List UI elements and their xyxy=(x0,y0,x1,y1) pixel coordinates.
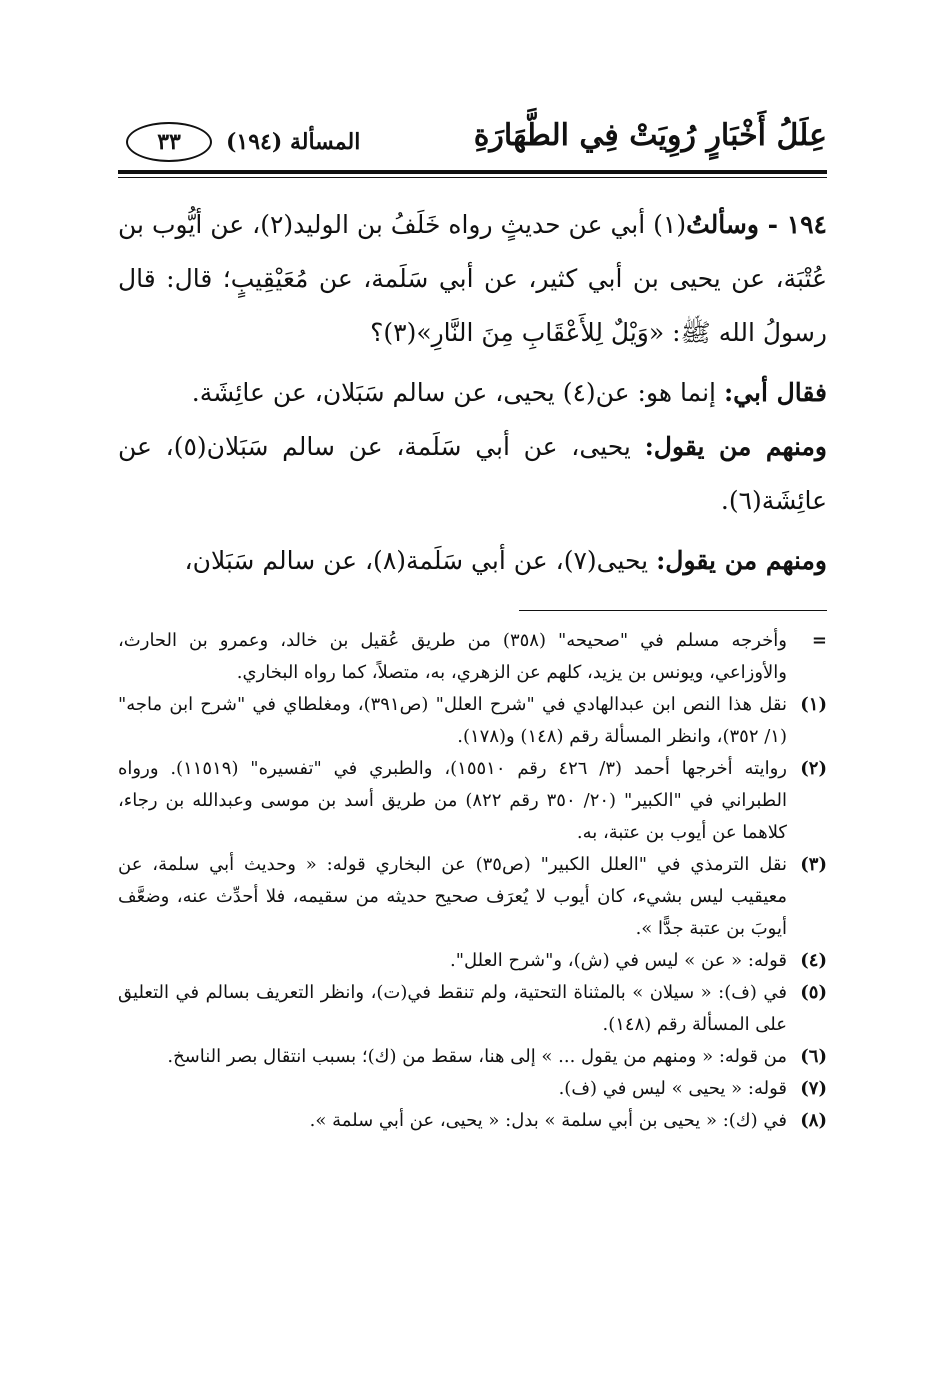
footnote-number: (١) xyxy=(800,694,827,715)
footnote-8 xyxy=(118,1105,827,1137)
paragraph-body: يحيى، عن أبي سَلَمة، عن سالم سَبَلان(٥)، عن عائِشَة(٦). xyxy=(118,432,827,515)
footnote-continued xyxy=(118,625,827,689)
main-text xyxy=(118,198,827,588)
paragraph-body: (١) أبي عن حديثٍ رواه خَلَفُ بن الوليد(٢)، عن أيُّوب بن عُتْبَة، عن يحيى بن أبي كثير، عن أبي سَلَمة، عن مُعَيْقِيبٍ؛ قال: قال رسولُ الله ﷺ: «وَيْلٌ لِلأَعْقَابِ مِنَ النَّارِ»(٣)؟ xyxy=(118,210,827,347)
paragraph-variant-2 xyxy=(118,534,827,588)
footnote-text: من قوله: « ومنهم من يقول ... » إلى هنا، سقط من (ك)؛ بسبب انتقال بصر الناسخ. xyxy=(167,1046,787,1067)
footnote-3 xyxy=(118,849,827,945)
footnote-text: نقل هذا النص ابن عبدالهادي في "شرح العلل" (ص٣٩١)، ومغلطاي في "شرح ابن ماجه" (١/ ٣٥٢)، وانظر المسألة رقم (١٤٨) و(١٧٨). xyxy=(118,694,787,747)
footnote-text: في (ك): « يحيى بن أبي سلمة » بدل: « يحيى، عن أبي سلمة ». xyxy=(309,1110,787,1131)
footnote-1 xyxy=(118,689,827,753)
footnote-separator xyxy=(519,610,827,611)
paragraph-lead: ١٩٤ - وسألتُ xyxy=(686,210,827,239)
footnote-number: (٨) xyxy=(800,1110,827,1131)
footnote-4 xyxy=(118,945,827,977)
footnote-separator-wrap xyxy=(118,610,827,611)
header-rule-thin xyxy=(118,177,827,178)
footnote-number: = xyxy=(811,630,827,651)
page-header xyxy=(118,112,827,170)
footnote-2 xyxy=(118,753,827,849)
paragraph-body: يحيى(٧)، عن أبي سَلَمة(٨)، عن سالم سَبَلان، xyxy=(184,546,649,575)
header-rule-thick xyxy=(118,170,827,174)
footnote-number: (٧) xyxy=(800,1078,827,1099)
paragraph-lead: ومنهم من يقول: xyxy=(656,546,827,575)
issue-label: المسألة (١٩٤) xyxy=(226,129,361,155)
footnote-text: نقل الترمذي في "العلل الكبير" (ص٣٥) عن البخاري قوله: « وحديث أبي سلمة، عن معيقيب ليس بشيء، كان أيوب لا يُعرَف صحيح حديثه من سقيمه، فلا أحدِّث عنه، وضعَّف أيوبَ بن عتبة جدًّا ». xyxy=(118,854,787,939)
paragraph-variant-1 xyxy=(118,420,827,528)
book-title: عِلَلُ أَخْبَارٍ رُوِيَتْ فِي الطَّهَارَةِ xyxy=(473,118,827,153)
paragraph-answer xyxy=(118,366,827,420)
footnote-number: (٦) xyxy=(800,1046,827,1067)
footnote-text: في (ف): « سيلان » بالمثناة التحتية، ولم تنقط في(ت)، وانظر التعريف بسالم في التعليق على المسألة رقم (١٤٨). xyxy=(118,982,787,1035)
footnote-text: قوله: « يحيى » ليس في (ف). xyxy=(558,1078,787,1099)
paragraph-lead: فقال أبي: xyxy=(723,378,827,407)
footnote-6 xyxy=(118,1041,827,1073)
paragraph-question xyxy=(118,198,827,360)
paragraph-lead: ومنهم من يقول: xyxy=(644,432,827,461)
footnote-number: (٣) xyxy=(800,854,827,875)
page-number-badge xyxy=(126,122,212,162)
footnote-text: روايته أخرجها أحمد (٣/ ٤٢٦ رقم ١٥٥١٠)، والطبري في "تفسيره" (١١٥١٩). ورواه الطبراني في "الكبير" (٢٠/ ٣٥٠ رقم ٨٢٢) من طريق أسد بن موسى وعبدالله بن رجاء، كلاهما عن أيوب بن عتبة، به. xyxy=(118,758,787,843)
header-left-group xyxy=(126,122,360,162)
footnote-text: قوله: « عن » ليس في (ش)، و"شرح العلل". xyxy=(449,950,787,971)
page-number: ٣٣ xyxy=(157,129,181,155)
footnote-5 xyxy=(118,977,827,1041)
footnote-text: وأخرجه مسلم في "صحيحه" (٣٥٨) من طريق عُقيل بن خالد، وعمرو بن الحارث، والأوزاعي، ويونس بن يزيد، كلهم عن الزهري، به، متصلاً، كما رواه البخاري. xyxy=(118,630,787,683)
footnote-number: (٥) xyxy=(800,982,827,1003)
paragraph-body: إنما هو: عن(٤) يحيى، عن سالم سَبَلان، عن عائِشَة. xyxy=(191,378,716,407)
footnote-number: (٢) xyxy=(800,758,827,779)
footnotes xyxy=(118,625,827,1137)
footnote-7 xyxy=(118,1073,827,1105)
footnote-number: (٤) xyxy=(800,950,827,971)
